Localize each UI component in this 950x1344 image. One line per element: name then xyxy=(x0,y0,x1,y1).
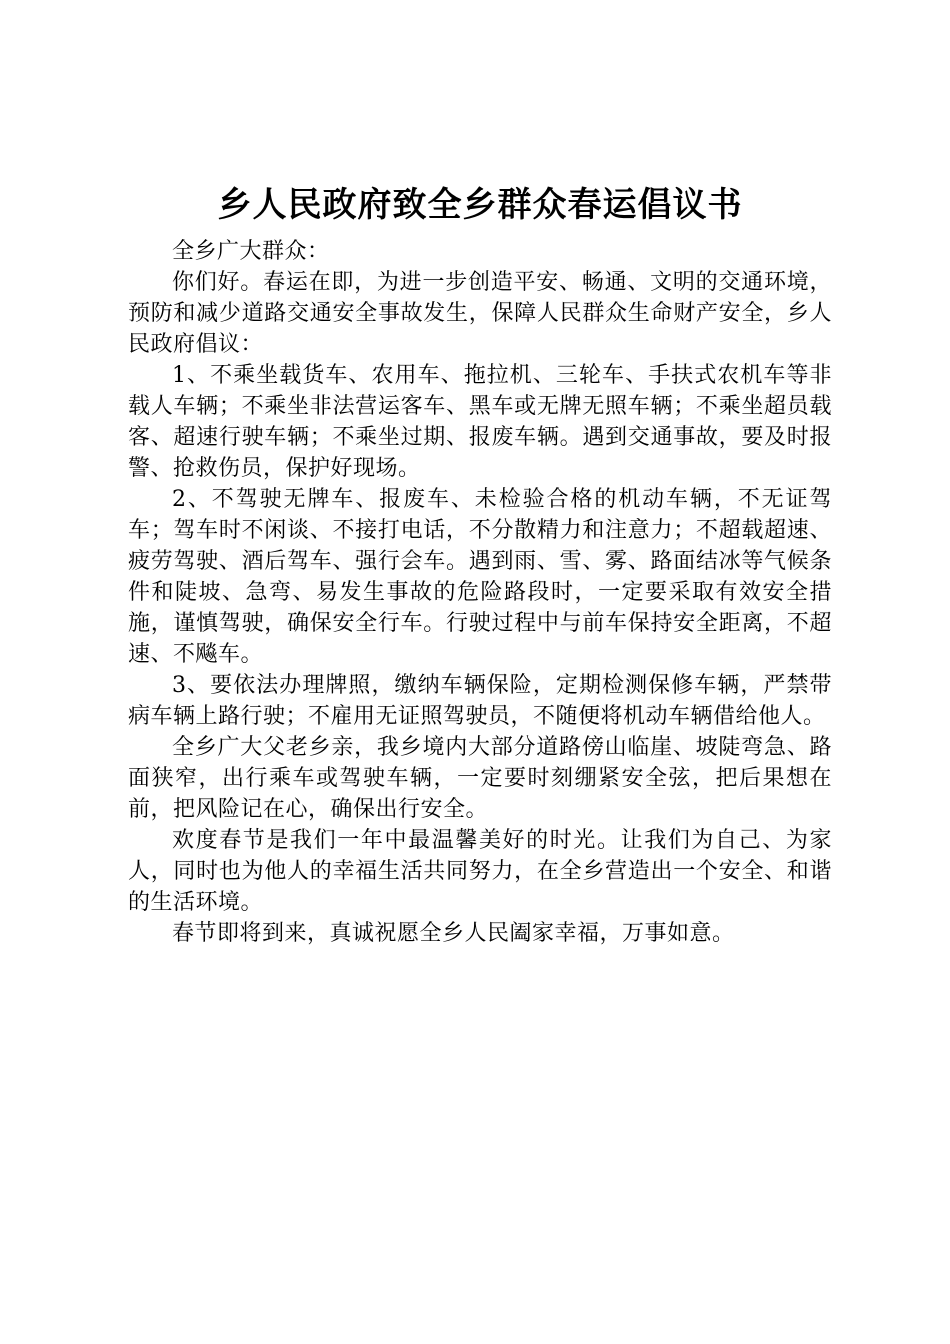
greeting-line: 全乡广大群众： xyxy=(172,239,330,264)
paragraph-festival: 欢度春节是我们一年中最温馨美好的时光。让我们为自己、为家人，同时也为他人的幸福生活共同努力，在全乡营造出一个安全、和谐的生活环境。 xyxy=(128,828,832,915)
paragraph-closing: 春节即将到来，真诚祝愿全乡人民阖家幸福，万事如意。 xyxy=(172,921,735,946)
document-page xyxy=(128,180,832,949)
paragraph-item-1: 1、不乘坐载货车、农用车、拖拉机、三轮车、手扶式农机车等非载人车辆；不乘坐非法营运客车、黑车或无牌无照车辆；不乘坐超员载客、超速行驶车辆；不乘坐过期、报废车辆。遇到交通事故，要及时报警、抢救伤员，保护好现场。 xyxy=(128,363,832,481)
paragraph-item-3: 3、要依法办理牌照，缴纳车辆保险，定期检测保修车辆，严禁带病车辆上路行驶；不雇用无证照驾驶员，不随便将机动车辆借给他人。 xyxy=(128,673,832,729)
document-title: 乡人民政府致全乡群众春运倡议书 xyxy=(217,185,743,225)
document-body xyxy=(128,236,832,949)
paragraph-appeal: 全乡广大父老乡亲，我乡境内大部分道路傍山临崖、坡陡弯急、路面狭窄，出行乘车或驾驶车辆，一定要时刻绷紧安全弦，把后果想在前，把风险记在心，确保出行安全。 xyxy=(128,735,832,822)
paragraph-intro: 你们好。春运在即，为进一步创造平安、畅通、文明的交通环境，预防和减少道路交通安全事故发生，保障人民群众生命财产安全，乡人民政府倡议： xyxy=(128,270,832,357)
paragraph-item-2: 2、不驾驶无牌车、报废车、未检验合格的机动车辆，不无证驾车；驾车时不闲谈、不接打电话，不分散精力和注意力；不超载超速、疲劳驾驶、酒后驾车、强行会车。遇到雨、雪、雾、路面结冰等气候条件和陡坡、急弯、易发生事故的危险路段时，一定要采取有效安全措施，谨慎驾驶，确保安全行车。行驶过程中与前车保持安全距离，不超速、不飚车。 xyxy=(128,487,832,667)
